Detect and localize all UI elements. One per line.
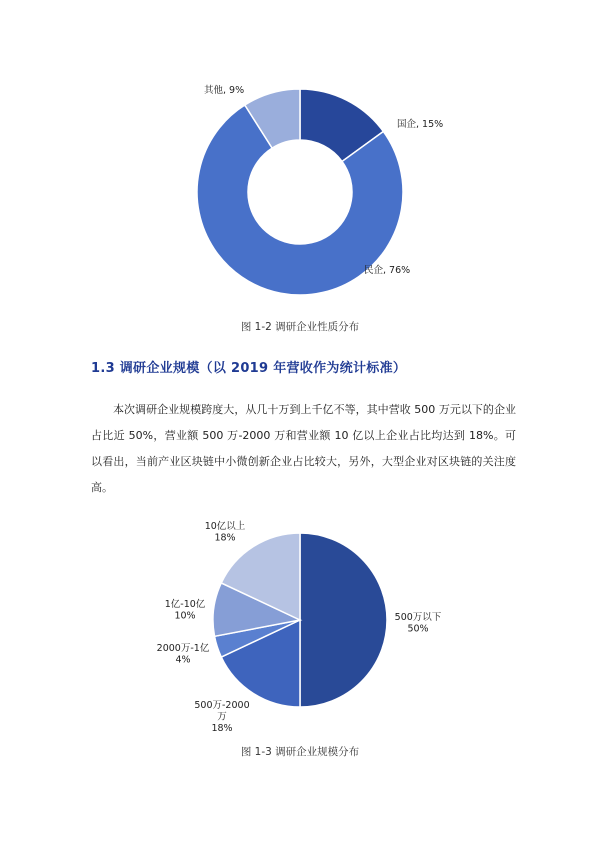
- label-under-5m: 500万以下 50%: [394, 612, 442, 635]
- body-paragraph: 本次调研企业规模跨度大，从几十万到上千亿不等，其中营收 500 万元以下的企业占比近 50%，营业额 500 万-2000 万和营业额 10 亿以上企业占比均达到 18%。可以看出，当前产业区块链中小微创新企业占比较大，另外，大型企业对区块链的关注度高。: [91, 403, 516, 494]
- figure-1-3-caption: 图 1-3 调研企业规模分布: [240, 746, 360, 758]
- label-other: 其他, 9%: [204, 85, 245, 96]
- label-20m-100m: 2000万-1亿 4%: [156, 643, 210, 666]
- label-private: 民企, 76%: [364, 265, 411, 276]
- scale-pie-chart: [213, 533, 387, 707]
- label-5m-20m: 500万-2000 万 18%: [194, 700, 250, 734]
- label-state-owned: 国企, 15%: [397, 119, 444, 130]
- label-100m-1b: 1亿-10亿 10%: [164, 599, 206, 622]
- section-heading: 1.3 调研企业规模（以 2019 年营收作为统计标准）: [91, 361, 407, 376]
- scale-pie-slice-1: [300, 533, 387, 707]
- label-over-1b: 10亿以上 18%: [204, 521, 246, 544]
- figure-1-2-caption: 图 1-2 调研企业性质分布: [240, 321, 360, 333]
